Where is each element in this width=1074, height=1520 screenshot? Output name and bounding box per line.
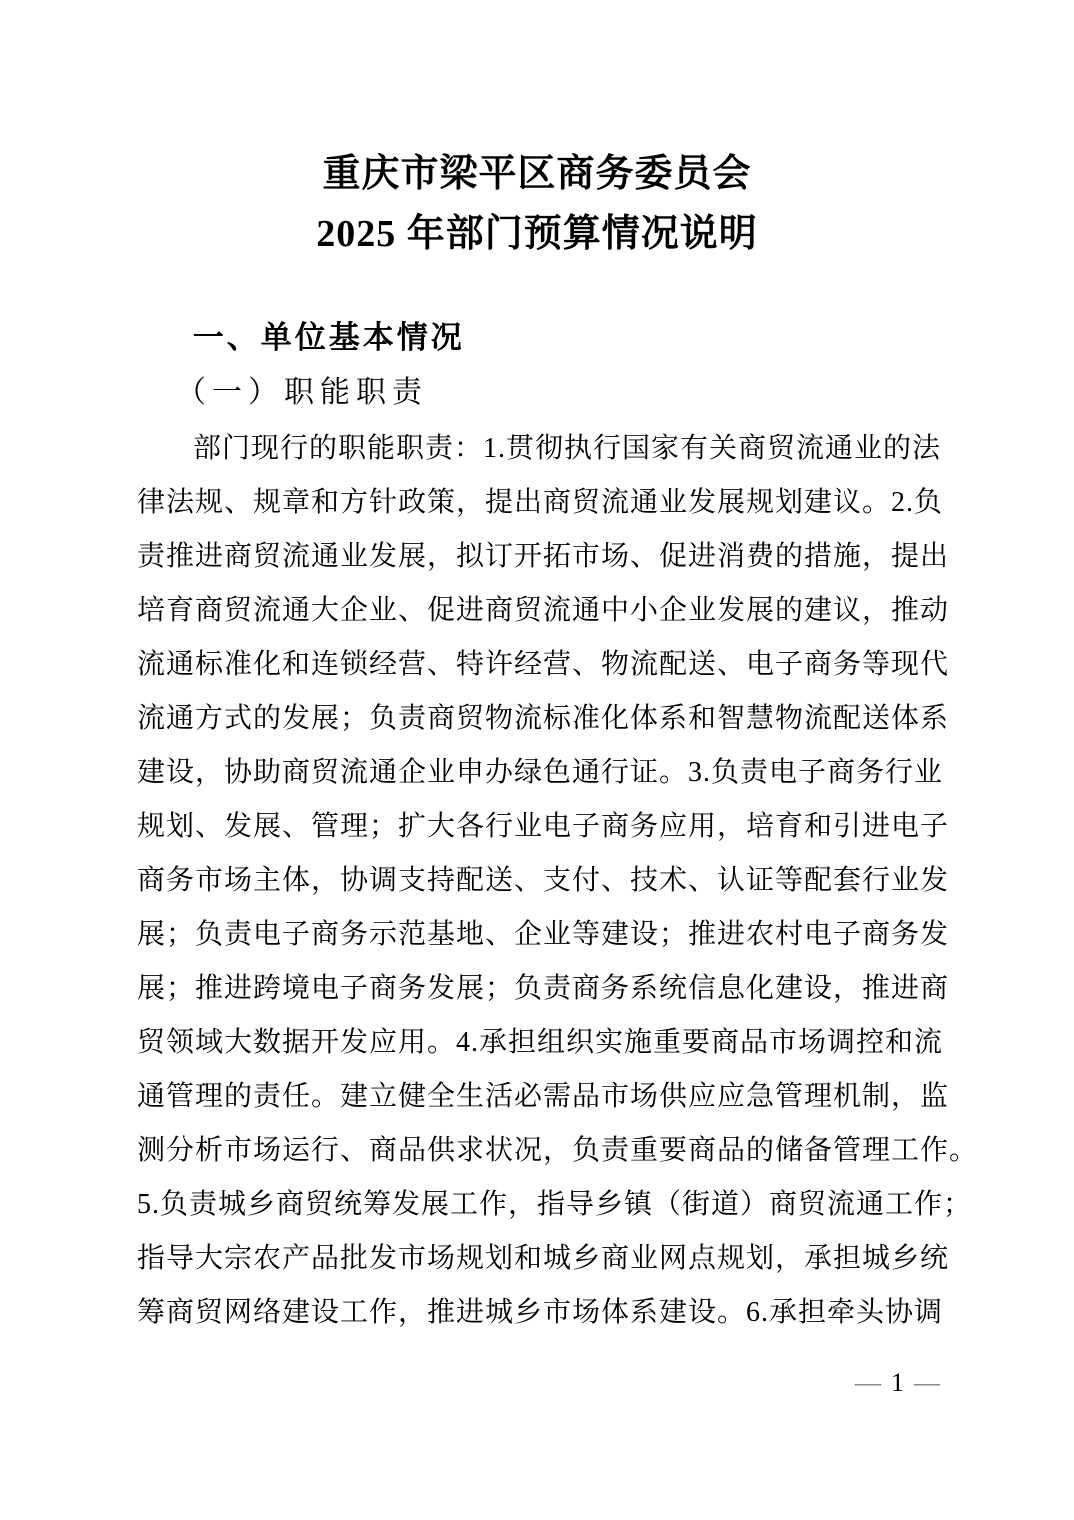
body-line: 部门现行的职能职责：1.贯彻执行国家有关商贸流通业的法 <box>193 433 942 464</box>
page-number <box>855 1368 940 1398</box>
page-number-dash-left: — <box>855 1368 881 1397</box>
body-line: 规划、发展、管理；扩大各行业电子商务应用，培育和引进电子 <box>137 811 950 842</box>
body-line: 流通标准化和连锁经营、特许经营、物流配送、电子商务等现代 <box>137 649 950 680</box>
subsection-heading: （一）职能职责 <box>176 376 428 409</box>
document-title <box>0 144 1074 264</box>
body-line: 展；负责电子商务示范基地、企业等建设；推进农村电子商务发 <box>137 919 950 950</box>
body-line: 指导大宗农产品批发市场规划和城乡商业网点规划，承担城乡统 <box>137 1243 950 1274</box>
body-line: 展；推进跨境电子商务发展；负责商务系统信息化建设，推进商 <box>137 973 950 1004</box>
body-line: 培育商贸流通大企业、促进商贸流通中小企业发展的建议，推动 <box>137 595 950 626</box>
body-line: 测分析市场运行、商品供求状况，负责重要商品的储备管理工作。 <box>137 1135 979 1166</box>
page-number-dash-right: — <box>914 1368 940 1397</box>
body-line: 通管理的责任。建立健全生活必需品市场供应应急管理机制，监 <box>137 1081 950 1112</box>
body-line: 律法规、规章和方针政策，提出商贸流通业发展规划建议。2.负 <box>137 487 944 518</box>
body-line: 责推进商贸流通业发展，拟订开拓市场、促进消费的措施，提出 <box>137 541 950 572</box>
body-line: 筹商贸网络建设工作，推进城乡市场体系建设。6.承担牵头协调 <box>137 1297 944 1328</box>
body-line: 5.负责城乡商贸统筹发展工作，指导乡镇（街道）商贸流通工作； <box>137 1189 973 1220</box>
section-heading: 一、单位基本情况 <box>192 320 465 355</box>
body-line: 建设，协助商贸流通企业申办绿色通行证。3.负责电子商务行业 <box>137 757 944 788</box>
document-title-line-2: 2025 年部门预算情况说明 <box>316 213 758 255</box>
body-paragraph <box>137 422 979 1340</box>
body-line: 流通方式的发展；负责商贸物流标准化体系和智慧物流配送体系 <box>137 703 950 734</box>
document-title-line-1: 重庆市梁平区商务委员会 <box>322 153 752 195</box>
page-number-value: 1 <box>891 1368 904 1397</box>
body-line: 贸领域大数据开发应用。4.承担组织实施重要商品市场调控和流 <box>137 1027 944 1058</box>
body-line: 商务市场主体，协调支持配送、支付、技术、认证等配套行业发 <box>137 865 950 896</box>
